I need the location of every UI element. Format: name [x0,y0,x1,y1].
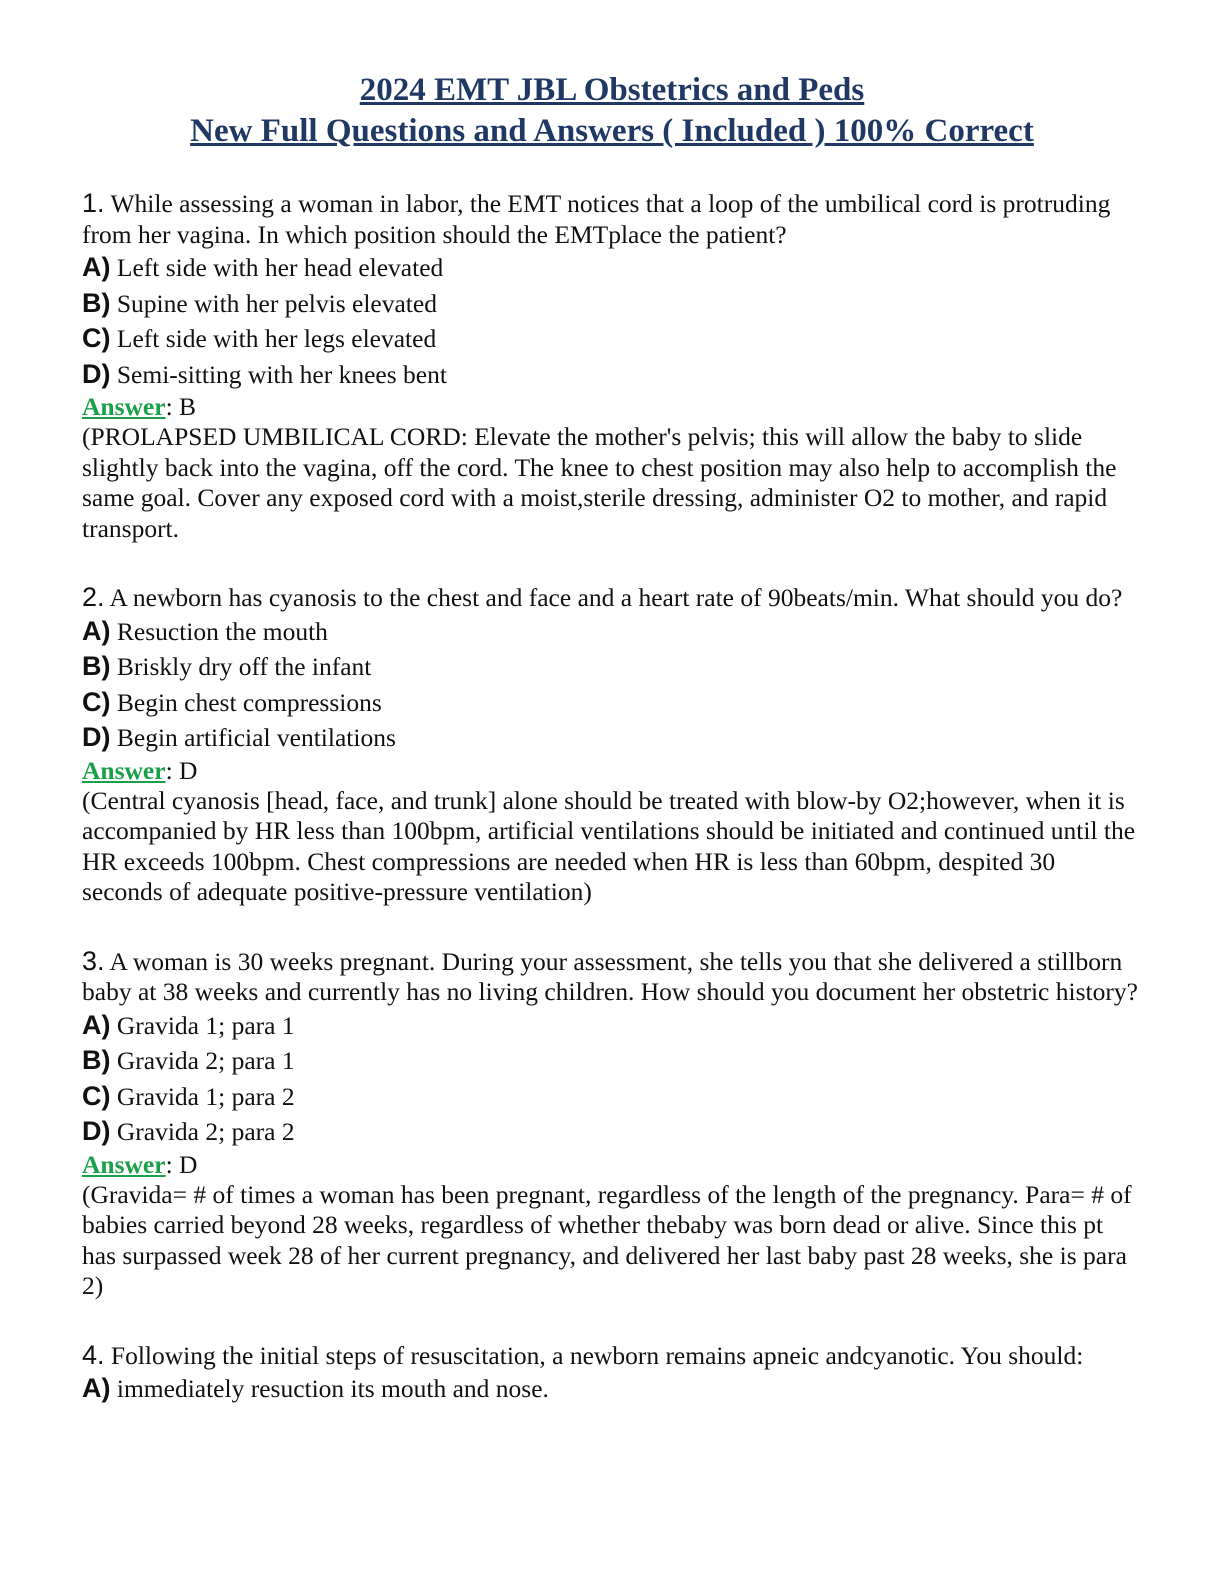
option-a: A) Gravida 1; para 1 [82,1009,295,1040]
question-3 [82,946,1142,1302]
option-d: D) Begin artificial ventilations [82,722,396,752]
question-1 [82,188,1142,544]
question-number: 1. [82,188,105,218]
question-number: 4. [82,1339,105,1370]
question-text: 2. A newborn has cyanosis to the chest and face and a heart rate of 90beats/min. What should you do? [82,582,1123,612]
document-title [82,70,1142,152]
answer-line [82,756,1142,786]
answer-value: : D [165,1149,198,1179]
option-c: C) Left side with her legs elevated [82,323,437,353]
option-b: B) Briskly dry off the infant [82,651,372,681]
answer-explanation: (Central cyanosis [head, face, and trunk] alone should be treated with blow-by O2;however, when it is accompanied by HR less than 100bpm, artificial ventilations should be initiated and continued until the HR exceeds 100bpm. Chest compressions are needed when HR is less than 60bpm, despited 30 seconds of adequate positive-pressure ventilation) [82,785,1136,906]
answer-line [82,1150,1142,1180]
question-text: 1. While assessing a woman in labor, the EMT notices that a loop of the umbilical cord is protruding from her vagina. In which position should the EMTplace the patient? [82,188,1111,249]
option-a: A) immediately resuction its mouth and nose. [82,1373,549,1403]
option-d: D) Semi-sitting with her knees bent [82,358,447,389]
answer-explanation: (Gravida= # of times a woman has been pregnant, regardless of the length of the pregnancy. Para= # of babies carried beyond 28 weeks, regardless of whether thebaby was born dead or alive. Since this pt has surpassed week 28 of her current pregnancy, and delivered her last baby past 28 weeks, she is para 2) [82,1179,1132,1300]
question-text: 3. A woman is 30 weeks pregnant. During your assessment, she tells you that she delivered a stillborn baby at 38 weeks and currently has no living children. How should you document her obstetric history? [82,945,1138,1006]
option-c: C) Gravida 1; para 2 [82,1080,295,1111]
question-number: 2. [82,582,105,612]
document-page [82,70,1142,1407]
answer-explanation: (PROLAPSED UMBILICAL CORD: Elevate the mother's pelvis; this will allow the baby to slide slightly back into the vagina, off the cord. The knee to chest position may also help to accomplish the same goal. Cover any exposed cord with a moist,sterile dressing, administer O2 to mother, and rapid transport. [82,422,1117,543]
answer-label: Answer [82,1149,166,1179]
answer-value: : B [165,392,197,421]
option-a: A) Left side with her head elevated [82,252,444,282]
option-c: C) Begin chest compressions [82,686,382,717]
answer-label: Answer [82,755,166,785]
title-line-1: 2024 EMT JBL Obstetrics and Peds [359,72,865,108]
option-b: B) Supine with her pelvis elevated [82,287,437,318]
question-4 [82,1340,1142,1407]
question-text: 4. Following the initial steps of resuscitation, a newborn remains apneic andcyanotic. You should: [82,1339,1084,1370]
question-2 [82,582,1142,908]
option-d: D) Gravida 2; para 2 [82,1116,295,1146]
answer-label: Answer [82,392,166,421]
question-number: 3. [82,945,105,976]
option-a: A) Resuction the mouth [82,615,328,646]
title-line-2: New Full Questions and Answers ( Included ) 100% Correct [190,113,1034,149]
answer-line [82,392,1142,422]
answer-value: : D [165,755,198,785]
option-b: B) Gravida 2; para 1 [82,1045,295,1075]
